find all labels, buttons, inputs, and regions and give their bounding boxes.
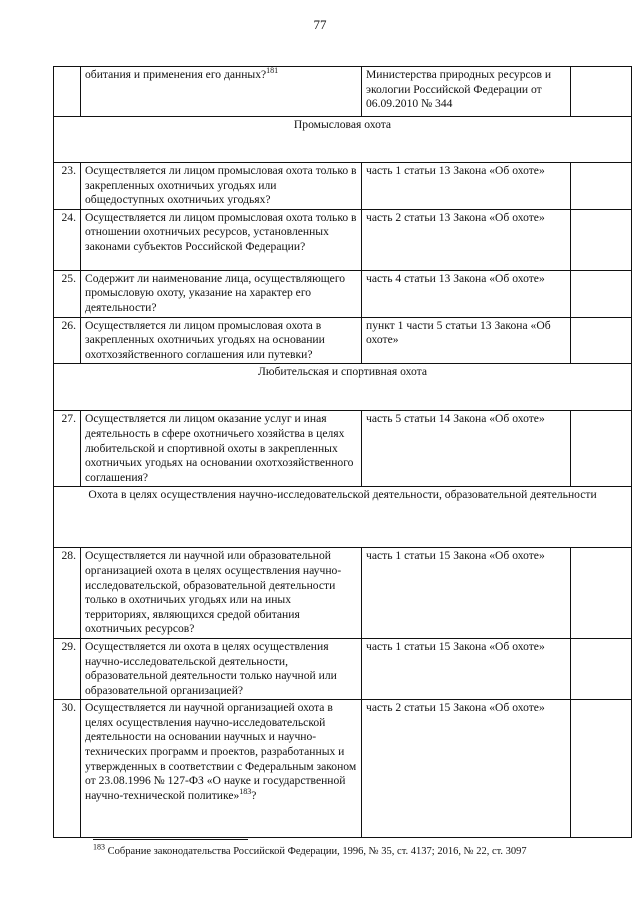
legal-source-cell: часть 2 статьи 13 Закона «Об охоте» [362,209,571,270]
question-cell [81,700,362,838]
section-title: Любительская и спортивная охота [54,364,632,411]
question-text: Содержит ли наименование лица, осуществляющего промысловую охоту, указание на характер его деятельности? [85,271,346,314]
table-row [54,163,632,210]
row-number: 29. [54,638,81,699]
footnote-text: Собрание законодательства Российской Федерации, 1996, № 35, ст. 4137; 2016, № 22, ст. 3097 [107,846,527,857]
row-number: 26. [54,317,81,364]
page-number: 77 [313,17,327,32]
section-header-row [54,364,632,411]
section-header-row [54,487,632,548]
footnote-mark: 183 [93,842,105,852]
legal-source-cell: часть 4 статьи 13 Закона «Об охоте» [362,270,571,317]
question-cell [81,548,362,639]
row-number: 25. [54,270,81,317]
legal-source-cell: Министерства природных ресурсов и экологии Российской Федерации от 06.09.2010 № 344 [362,67,571,117]
row-number: 24. [54,209,81,270]
question-text: Осуществляется ли лицом промысловая охота только в закрепленных охотничьих угодьях или общедоступных охотничьих угодьях? [85,164,357,207]
answer-cell [571,411,632,487]
question-text: Осуществляется ли лицом промысловая охота только в отношении охотничьих ресурсов, установленных законами субъектов Российской Федерации? [85,210,357,253]
table-row [54,638,632,699]
answer-cell [571,317,632,364]
section-title: Промысловая охота [54,117,632,163]
answer-cell [571,163,632,210]
question-cell [81,638,362,699]
row-number: 27. [54,411,81,487]
question-text: Осуществляется ли научной организацией охота в целях осуществления научно-исследовательской деятельности на основании научных и научно-технических программ и проектов, разработанных и утвержденных в соответствии с Федеральным законом от 23.08.1996 № 127-ФЗ «О науке и государственной научно-технической политике» [85,701,357,802]
question-cell [81,411,362,487]
question-text: Осуществляется ли научной или образовательной организацией охота в целях осуществления научно-исследовательской, образовательной деятельности только в охотничьих угодьях или на иных территориях, являющихся средой обитания охотничьих ресурсов? [85,549,342,636]
row-number [54,67,81,117]
table-row [54,270,632,317]
answer-cell [571,638,632,699]
table-row [54,67,632,117]
checklist-table [53,66,632,838]
answer-cell [571,67,632,117]
footnote-reference: 183 [239,786,252,796]
table-row [54,700,632,838]
legal-source-cell: часть 1 статьи 15 Закона «Об охоте» [362,548,571,639]
question-cell [81,209,362,270]
legal-source-cell: часть 5 статьи 14 Закона «Об охоте» [362,411,571,487]
table-row [54,548,632,639]
question-text: обитания и применения его данных? [85,68,267,81]
question-cell [81,67,362,117]
legal-source-cell: пункт 1 части 5 статьи 13 Закона «Об охоте» [362,317,571,364]
row-number: 23. [54,163,81,210]
legal-source-cell: часть 1 статьи 13 Закона «Об охоте» [362,163,571,210]
footnote [93,842,527,857]
question-cell [81,270,362,317]
table-row [54,317,632,364]
answer-cell [571,548,632,639]
question-cell [81,317,362,364]
answer-cell [571,209,632,270]
question-text: Осуществляется ли лицом промысловая охота в закрепленных охотничьих угодьях на основании охотхозяйственного соглашения или путевки? [85,318,325,361]
table-row [54,209,632,270]
row-number: 30. [54,700,81,838]
answer-cell [571,270,632,317]
question-cell [81,163,362,210]
answer-cell [571,700,632,838]
table-row [54,411,632,487]
question-text: Осуществляется ли лицом оказание услуг и иная деятельность в сфере охотничьего хозяйства в целях любительской и спортивной охоты в закрепленных охотничьих угодьях на основании охотхозяйственного соглашения? [85,412,354,484]
legal-source-cell: часть 2 статьи 15 Закона «Об охоте» [362,700,571,838]
footnote-reference: 181 [266,66,279,76]
question-text: Осуществляется ли охота в целях осуществления научно-исследовательской деятельности, образовательной деятельности только научной или образовательной организацией? [85,639,337,697]
checklist-table-body [54,67,632,838]
section-header-row [54,117,632,163]
question-tail: ? [251,788,257,802]
footnote-separator [93,839,248,840]
row-number: 28. [54,548,81,639]
legal-source-cell: часть 1 статьи 15 Закона «Об охоте» [362,638,571,699]
section-title: Охота в целях осуществления научно-исследовательской деятельности, образовательной деятельности [54,487,632,548]
